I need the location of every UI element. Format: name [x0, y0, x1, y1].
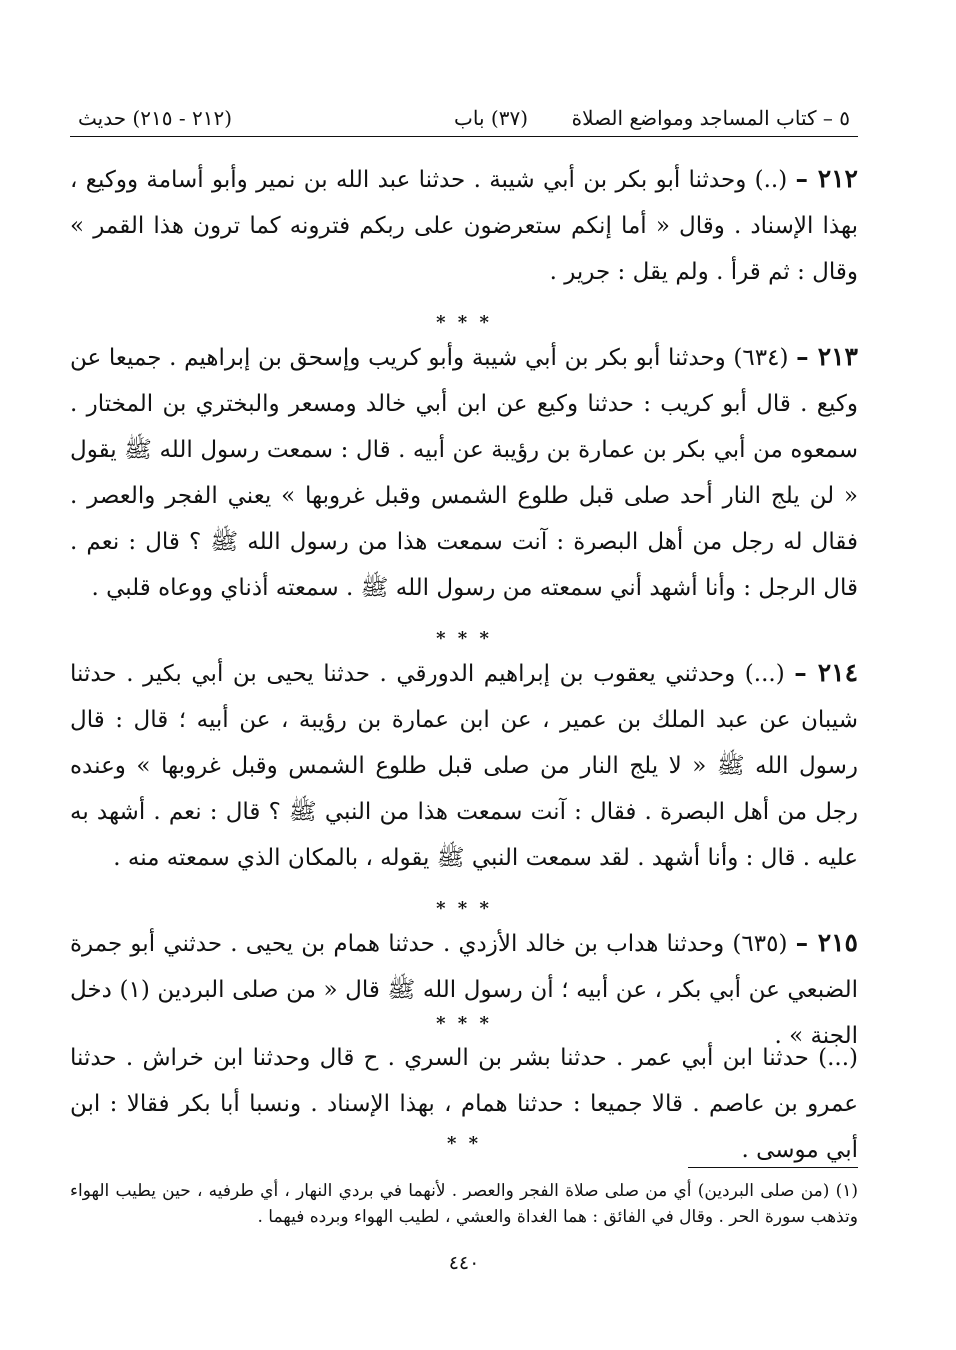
section-separator: * * *	[436, 628, 492, 649]
running-header	[70, 100, 858, 137]
hadith-212	[70, 156, 858, 295]
footnote: (١) (من صلى البردين) أي من صلى صلاة الفجر والعصر . لأنهما في بردي النهار ، أي طرفيه ، حين يطيب الهواء وتذهب سورة الحر . وقال في الفائق : هما الغداة والعشي ، لطيب الهواء وبرده فيهما .	[70, 1181, 858, 1227]
section-separator: * * *	[436, 898, 492, 919]
book-title: ٥ – كتاب المساجد ومواضع الصلاة	[571, 106, 850, 130]
hadith-text: (٦٣٥) وحدثنا هداب بن خالد الأزدي . حدثنا همام بن يحيى . حدثني أبو جمرة الضبعي عن أبي بكر ، عن أبيه ؛ أن رسول الله ﷺ قال « من صلى البردين (١) دخل الجنة » .	[70, 931, 858, 1049]
hadith-214	[70, 650, 858, 881]
hadith-number: ٢١٣ –	[796, 342, 858, 371]
section-separator: * * *	[436, 1013, 492, 1034]
hadith-number: ٢١٤ –	[794, 658, 859, 687]
section-separator: * * *	[436, 312, 492, 333]
hadith-range: (٢١٢ - ٢١٥) حديث	[78, 106, 232, 130]
book-page	[70, 100, 858, 1290]
hadith-text: (...) حدثنا ابن أبي عمر . حدثنا بشر بن السري . ح قال وحدثنا ابن خراش . حدثنا عمرو بن عاصم . قالا جميعا : حدثنا همام ، بهذا الإسناد . ونسبا أبا بكر فقالا : ابن أبي موسى .	[70, 1045, 858, 1163]
hadith-number: ٢١٥ –	[795, 928, 858, 957]
footnote-rule	[688, 1167, 858, 1168]
hadith-text: (٦٣٤) وحدثنا أبو بكر بن أبي شيبة وأبو كريب وإسحق بن إبراهيم . جميعا عن وكيع . قال أبو كريب : حدثنا وكيع عن ابن أبي خالد ومسعر والبختري بن المختار . سمعوه من أبي بكر بن عمارة بن رؤيبة عن أبيه . قال : سمعت رسول الله ﷺ يقول « لن يلج النار أحد صلى قبل طلوع الشمس وقبل غروبها » يعني الفجر والعصر . فقال له رجل من أهل البصرة : آنت سمعت هذا من رسول الله ﷺ ؟ قال : نعم . قال الرجل : وأنا أشهد أني سمعته من رسول الله ﷺ . سمعته أذناي ووعاه قلبي .	[70, 345, 858, 601]
section-separator: * *	[446, 1133, 482, 1154]
hadith-number: ٢١٢ –	[795, 164, 858, 193]
chapter-label: (٣٧) باب	[454, 106, 528, 130]
page-number: ٤٤٠	[448, 1252, 480, 1274]
hadith-213	[70, 334, 858, 611]
hadith-text: (..) وحدثنا أبو بكر بن أبي شيبة . حدثنا عبد الله بن نمير وأبو أسامة ووكيع ، بهذا الإسناد . وقال « أما إنكم ستعرضون على ربكم فترونه كما ترون هذا القمر » وقال : ثم قرأ . ولم يقل : جرير .	[70, 167, 858, 285]
hadith-text: (...) وحدثني يعقوب بن إبراهيم الدورقي . حدثنا يحيى بن أبي بكير . حدثنا شيبان عن عبد الملك بن عمير ، عن ابن عمارة بن رؤيبة ، عن أبيه ؛ قال : قال رسول الله ﷺ « لا يلج النار من صلى قبل طلوع الشمس وقبل غروبها » وعنده رجل من أهل البصرة . فقال : آنت سمعت هذا من النبي ﷺ ؟ قال : نعم . أشهد به عليه . قال : وأنا أشهد . لقد سمعت النبي ﷺ يقوله ، بالمكان الذي سمعته منه .	[70, 661, 858, 871]
